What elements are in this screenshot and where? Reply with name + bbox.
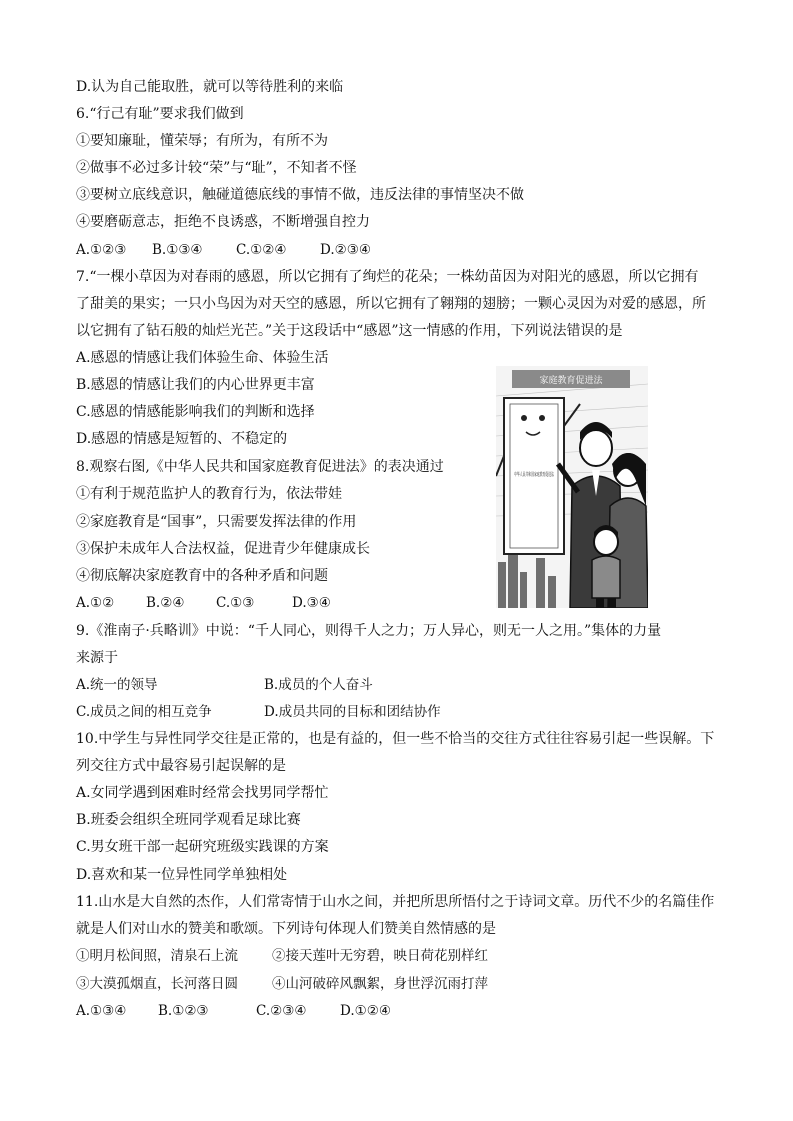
q11-choice-c: C.②③④ — [256, 1003, 307, 1019]
q8-item-3: ③保护未成年人合法权益，促进青少年健康成长 — [76, 541, 370, 557]
q7-option-d: D.感恩的情感是短暂的、不稳定的 — [76, 431, 288, 447]
q11-stem-line-1: 11.山水是大自然的杰作，人们常寄情于山水之间，并把所思所悟付之于诗词文章。历代不少的名篇佳作 — [76, 894, 715, 910]
q10-option-b: B.班委会组织全班同学观看足球比赛 — [76, 812, 301, 828]
q7-option-b: B.感恩的情感让我们的内心世界更丰富 — [76, 377, 315, 393]
q9-option-b: B.成员的个人奋斗 — [264, 677, 373, 693]
q8-item-1: ①有利于规范监护人的教育行为，依法带娃 — [76, 486, 342, 502]
q8-choice-a: A.①② — [76, 595, 115, 611]
q10-stem-line-1: 10.中学生与异性同学交往是正常的，也是有益的，但一些不恰当的交往方式往往容易引起一些误解。下 — [76, 731, 715, 747]
q11-stem-line-2: 就是人们对山水的赞美和歌颂。下列诗句体现人们赞美自然情感的是 — [76, 921, 496, 937]
banner-text: 家庭教育促进法 — [539, 376, 603, 386]
q6-item-1: ①要知廉耻，懂荣辱；有所为，有所不为 — [76, 133, 328, 149]
q11-item-2: ②接天莲叶无穷碧，映日荷花别样红 — [272, 948, 488, 964]
q11-choice-d: D.①②④ — [340, 1003, 391, 1019]
q8-choice-d: D.③④ — [292, 595, 331, 611]
q8-choice-b: B.②④ — [146, 595, 185, 611]
q8-stem: 8.观察右图,《中华人民共和国家庭教育促进法》的表决通过 — [76, 459, 444, 475]
q6-stem: 6.“行己有耻”要求我们做到 — [76, 106, 244, 122]
q9-option-a: A.统一的领导 — [76, 677, 158, 693]
q11-choice-a: A.①③④ — [76, 1003, 127, 1019]
q5-option-d: D.认为自己能取胜，就可以等待胜利的来临 — [76, 79, 344, 95]
q7-stem-line-3: 以它拥有了钻石般的灿烂光芒。”关于这段话中“感恩”这一情感的作用，下列说法错误的是 — [76, 323, 623, 339]
child-figure — [592, 525, 620, 608]
q7-stem-line-1: 7.“一棵小草因为对春雨的感恩，所以它拥有了绚烂的花朵；一株幼苗因为对阳光的感恩，所以它拥有 — [76, 269, 699, 285]
q6-choice-d: D.②③④ — [320, 242, 371, 258]
q10-option-c: C.男女班干部一起研究班级实践课的方案 — [76, 839, 329, 855]
q9-option-d: D.成员共同的目标和团结协作 — [264, 704, 441, 720]
q6-choice-b: B.①③④ — [152, 242, 203, 258]
q8-item-4: ④彻底解决家庭教育中的各种矛盾和问题 — [76, 568, 328, 584]
q8-item-2: ②家庭教育是“国事”，只需要发挥法律的作用 — [76, 514, 357, 530]
q10-option-d: D.喜欢和某一位异性同学单独相处 — [76, 867, 288, 883]
q6-item-3: ③要树立底线意识，触碰道德底线的事情不做，违反法律的事情坚决不做 — [76, 187, 524, 203]
q10-stem-line-2: 列交往方式中最容易引起误解的是 — [76, 758, 286, 774]
q7-stem-line-2: 了甜美的果实；一只小鸟因为对天空的感恩，所以它拥有了翱翔的翅膀；一颗心灵因为对爱的感恩，所 — [76, 296, 706, 312]
q7-option-a: A.感恩的情感让我们体验生命、体验生活 — [76, 350, 329, 366]
q11-choice-b: B.①②③ — [158, 1003, 209, 1019]
q6-item-2: ②做事不必过多计较“荣”与“耻”，不知者不怪 — [76, 160, 357, 176]
q6-choice-c: C.①②④ — [236, 242, 287, 258]
q11-item-4: ④山河破碎风飘絮，身世浮沉雨打萍 — [272, 976, 488, 992]
q11-item-3: ③大漠孤烟直，长河落日圆 — [76, 976, 238, 992]
law-book-title: 中华人民共和国家庭教育促进法 — [514, 472, 585, 478]
q6-choice-a: A.①②③ — [76, 242, 127, 258]
q11-item-1: ①明月松间照，清泉石上流 — [76, 948, 238, 964]
q9-stem-line-1: 9.《淮南子·兵略训》中说：“千人同心，则得千人之力；万人异心，则无一人之用。”集体的力量 — [76, 623, 662, 639]
q6-item-4: ④要磨砺意志，拒绝不良诱惑，不断增强自控力 — [76, 214, 370, 230]
q9-option-c: C.成员之间的相互竞争 — [76, 704, 212, 720]
q7-option-c: C.感恩的情感能影响我们的判断和选择 — [76, 404, 315, 420]
q8-choice-c: C.①③ — [216, 595, 255, 611]
q9-stem-line-2: 来源于 — [76, 650, 118, 666]
family-education-law-cartoon — [496, 366, 648, 608]
q10-option-a: A.女同学遇到困难时经常会找男同学帮忙 — [76, 785, 329, 801]
